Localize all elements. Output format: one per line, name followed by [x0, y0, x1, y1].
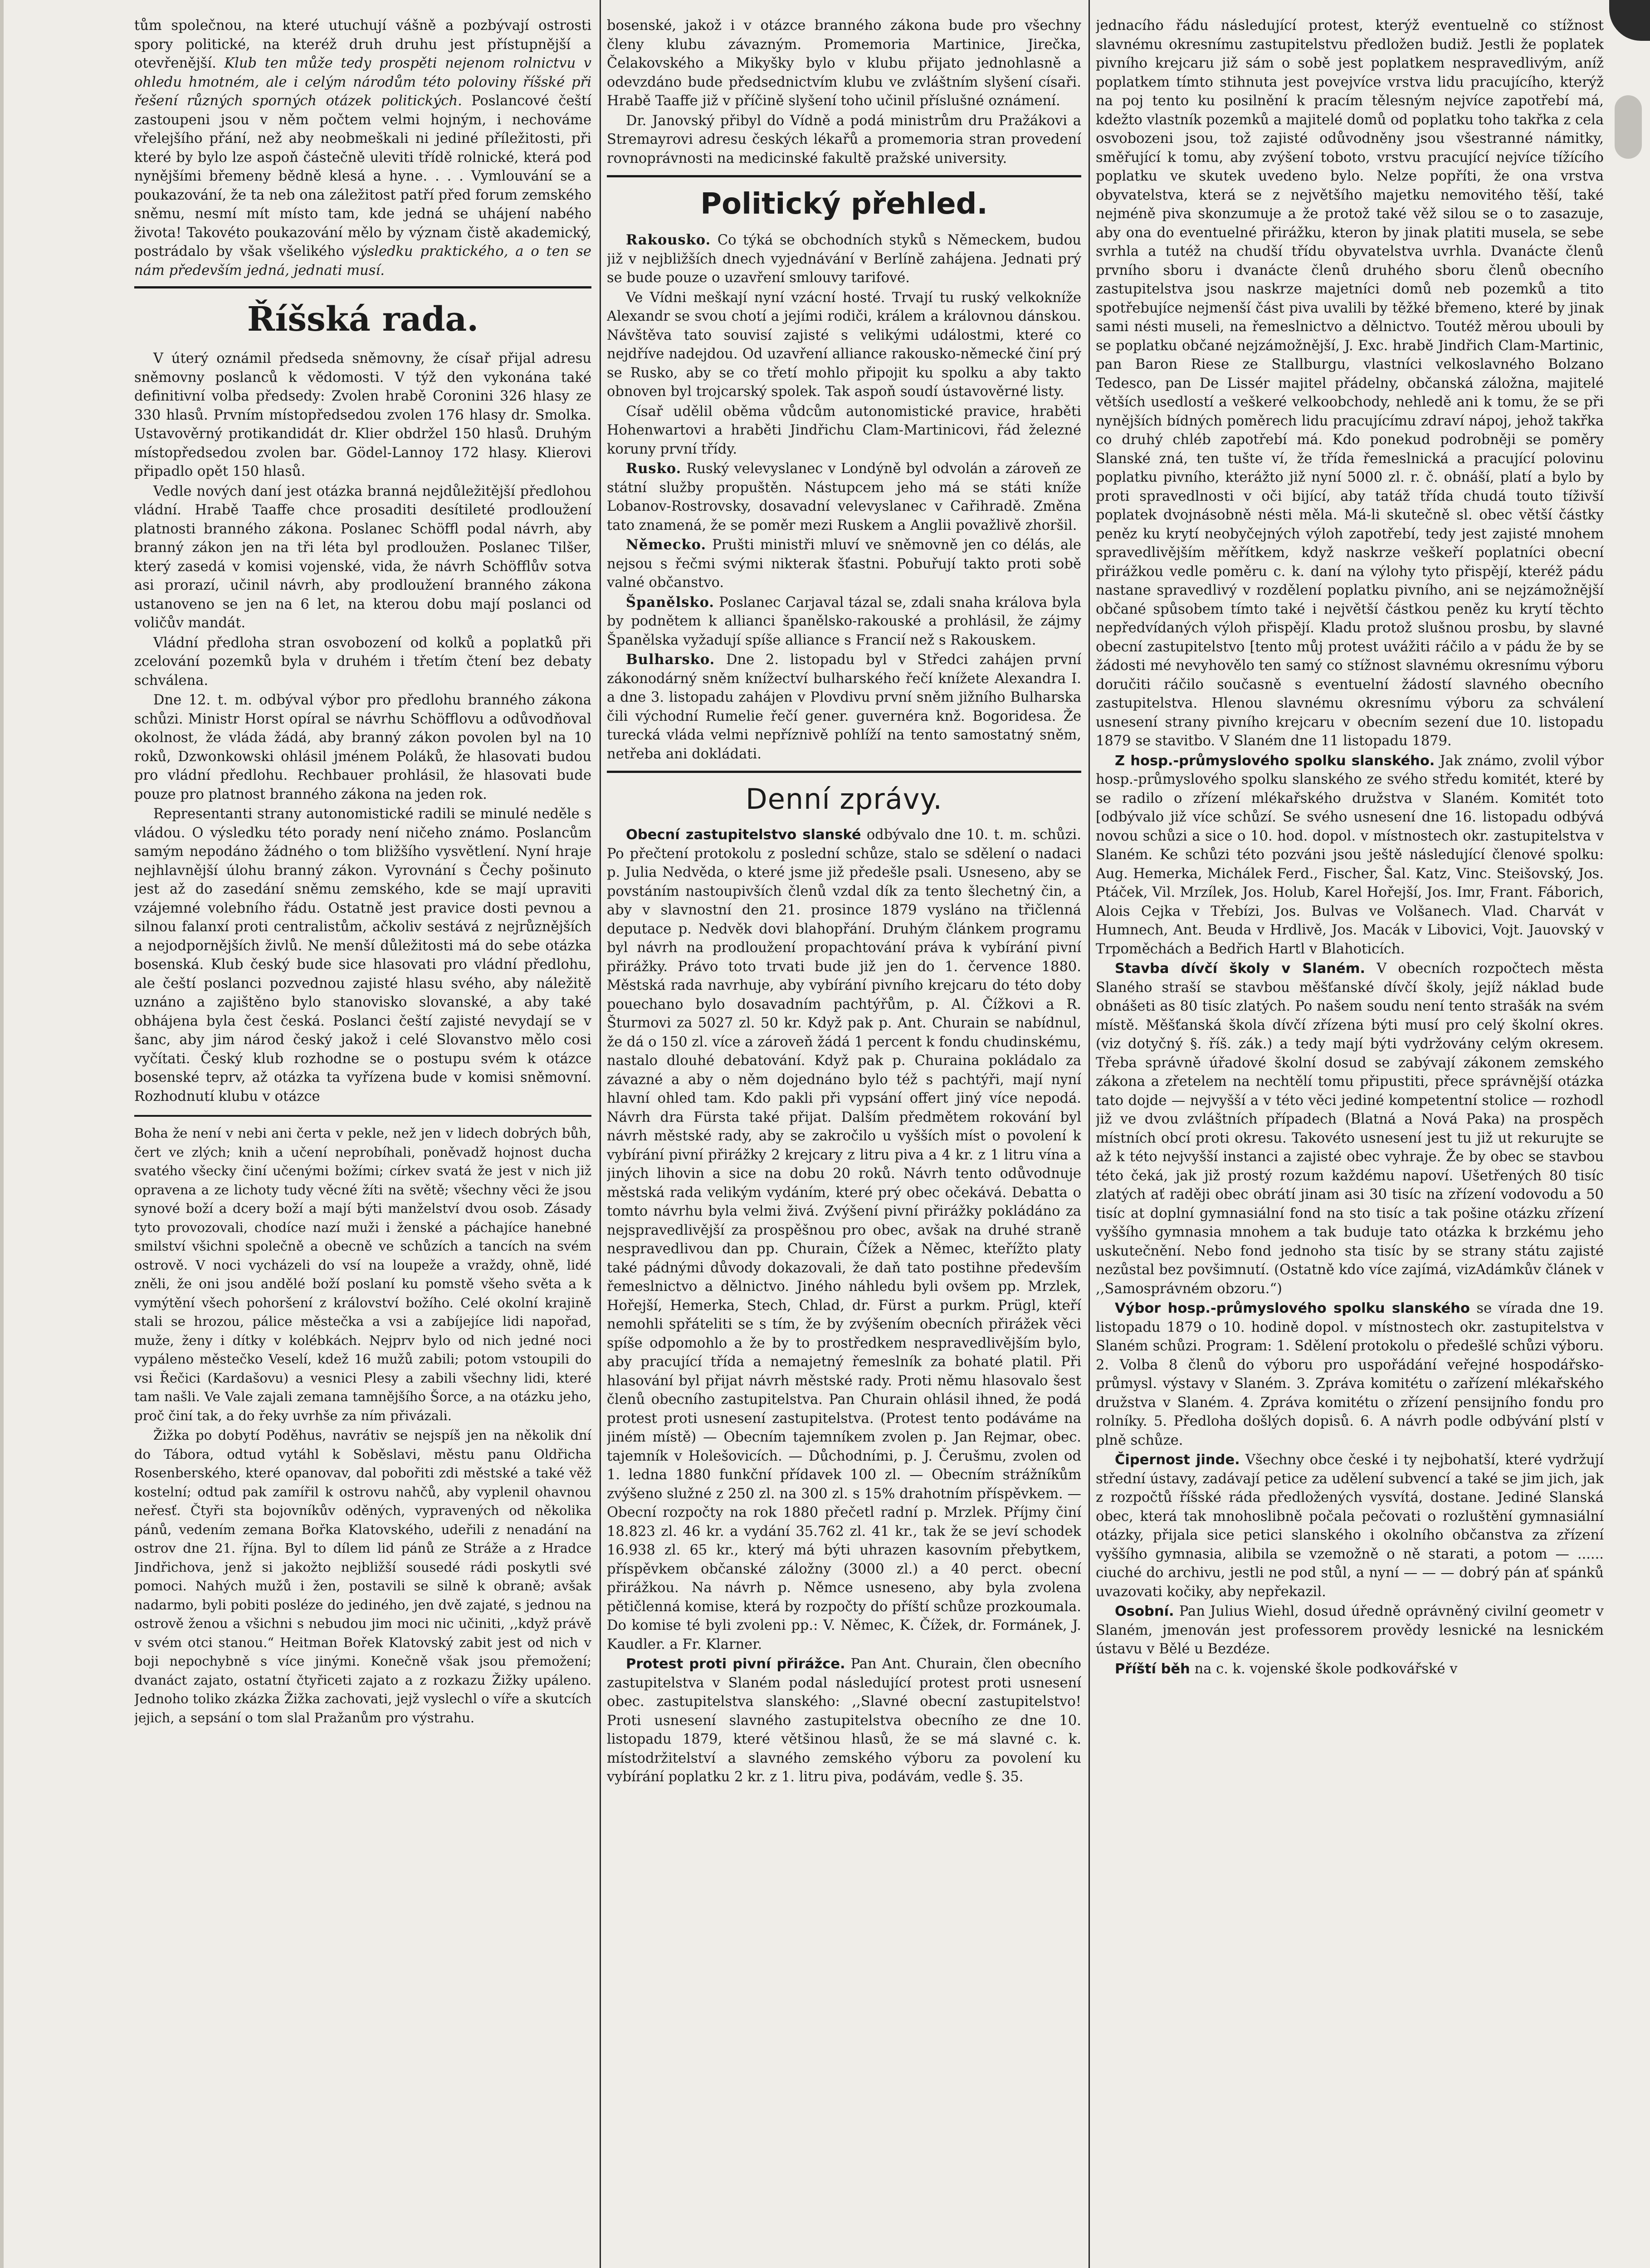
- paragraph: Vedle nových daní jest otázka branná nejdůležitější předlohou vládní. Hrabě Taaffe chce prosaditi desítileté prodloužení platnosti branného zákona. Poslanec Schöffl podal návrh, aby branný zákon jen na tři léta byl prodloužen. Poslanec Tilšer, který zasedá v komisi vojenské, vida, že návrh Schöfflův sotva asi prorazí, učinil návrh, aby prodloužení branného zákona ustanoveno se jen na 6 let, na kterou dobu mají poslanci od voličův mandát.: [134, 483, 591, 631]
- column-divider: [1089, 0, 1090, 2268]
- paragraph: Representanti strany autonomistické radili se minulé neděle s vládou. O výsledku této porady není ničeho známo. Poslancům samým nepodáno žádného o tom bližšího vysvětlení. Nyní hraje nejhlavnější úlohu branný zákon. Vyrovnání s Čechy pošinuto jest až do zasedání sněmu zemského, kde se mají upraviti vzájemné volebního řádu. Ostatně jest pravice dosti pevnou a silnou falanxí proti centralistům, ačkoliv sestává z nejrůznějších a nejodpornějších živlů. Ne menší důležitosti má do sebe otázka bosenská. Klub český bude sice hlasovati pro vládní předlohu, ale čeští poslanci pozvednou zajisté hlasu svého, aby náležitě uznáno a zajištěno bylo stanovisko slovanské, a aby také obhájena byla čest česká. Poslanci čeští zajisté nevydají se v šanc, aby jim národ český jakož i celé Slovanstvo mělo cosi vyčítati. Český klub rozhodne se o postupu svém k otázce bosenské teprv, až otázka ta vyřízena bude v komisi sněmovní. Rozhodnutí klubu v otázce: [134, 806, 591, 1105]
- protest-continuation: jednacího řádu následující protest, kterýž eventuelně co stížnost slavnému okresnímu zastupitelstvu předložen budiž. Jestli že poplatek pivního krejcaru již sám o sobě jest poplatkem nespravedlivým, aníž poplatkem tímto stihnuta jest povejvíce vrstva lidu pracujícího, kterýž na poj tento ku posilnění k pracím tělesným nejvíce zapotřebí má, kdežto vlastník pozemků a majitelé domů od poplatku toho takřka z cela osvobozeni jsou, tož zajisté odůvodněny jsou všestranné námitky, směřující k tomu, aby zvýšení toboto, vrstvu pracující nejvíce tížícího poplatku ve skutek uvedeno bylo. Nelze popříti, že ona vrstva obyvatelstva, která se z největšího majetku nemovitého těší, také nejméně piva skonzumuje a že protož také věž silou se o to zasazuje, aby ona do eventuelné přirážku, kteron by jinak platiti musela, se sebe svrhla a tutéž na chudší třídu obyvatelstva uvrhla. Dvanácte členů prvního sboru i dvanácte členů druhého sboru členů obecního zastupitelstva jsou naskrze majetníci domů neb pozemků a tito spotřebujíce nejmenší část piva uvalili by těžké břemeno, které by jinak sami nésti museli, na řemeslnictvo a dělnictvo. Toutéž měrou ubouli by se poplatku občané nejzámožnější, J. Exc. hrabě Jindřich Clam-Martinic, pan Baron Riese ze Stallburgu, vlastníci velkoslavného Bolzano Tedesco, pan De Lissér majitel přádelny, občanská záložna, majitelé větších usedlostí a veškeré velkoobchody, nehledě ani k tomu, že se při nynějších bídných poměrech lidu pracujícímu zdraví nápoj, jehož takřka co druhý chléb zapotřebí má. Kdo ponekud podrobněji se poměry Slanské zná, ten tušte ví, že třída řemeslnická a pracující polovinu poplatku pivního, kterážto již nyní 5000 zl. r. č. obnáší, platí a bylo by proti spravedlnosti v oči bijící, aby tatáž třída chudá touto tíživší poplatek dvojnásobně nésti měla. Má-li skutečně sl. obec větší částky peněz ku krytí neobyčejných výloh zapotřebí, tedy jest zajisté mnohem spravedlivějším měřítkem, když naskrze veškeří poplatníci obecní přirážkou vedle poměru c. k. daní na výlohy tyto přispějí, kteréž pádu nastane spravedlivý v rozdělení poplatku pivního, ani se nejzámožnější občané spůsobem tímto také i největší částkou peněz ku krytí těchto nepředvídaných výloh přispějí. Kladu protož slušnou prosbu, by slavné obecní zastupitelstvo [tento můj protest uvážiti ráčilo a v pádu že by se žádosti mé nevyhovělo ten samý co stížnost slavnému okresnímu výboru doručiti ráčilo současně s eventuelní žádostí slavného obecního zastupitelstva. Hlenou slavnému okresnímu výboru za schválení usnesení strany pivního krejcaru v obecním sezení due 10. listopadu 1879 se stavitbo. V Slaném dne 11 listopadu 1879.: [1096, 18, 1604, 749]
- feuilleton-paragraph: Žižka po dobytí Poděhus, navrátiv se nejspíš jen na několik dní do Tábora, odtud vytáhl k Soběslavi, městu panu Oldřicha Rosenberského, které opanovav, dal pobořiti zdi městské a také věž kostelní; odtud pak zamířil k ostrovu nahčů, aby vyplenil ohavnou neřesť. Čtyři sta bojovníkův oděných, vypravených od několika pánů, vedením zemana Bořka Klatovského, udeřili z nenadání na ostrov dne 21. října. Byl to dílem lid pánů ze Stráže a z Hradce Jindřichova, jenž si jakožto nejbližší sousedé rádi poskytli své pomoci. Nahých mužů i žen, postavili se silně k obraně; avšak nadarmo, byli pobiti posléze do jediného, jen dvě zajaté, s jednou na ostrově ženou a všichni s nebudou jim moci nic učiniti, ,,když právě v svém otci stanou.“ Heitman Bořek Klatovský zabit jest od nich v boji nepochybně s více jinými. Konečně však jsou přemožení; dvanáct zajato, ostatní čtyřiceti zajato a z rozkazu Žižky upáleno. Jednoho toliko zkázka Žižka zachovati, jejž vyslechl o víře a skutcích jejich, a sepsání o tom slal Pražanům pro výstrahu.: [134, 1427, 591, 1725]
- news-item-vybor-spolku: Výbor hosp.-průmyslového spolku slanského se vírada dne 19. listopadu 1879 o 10. hodině dopol. v místnostech okr. zastupitelstva v Slaném schůzi. Program: 1. Sdělení protokolu o předešlé schůzi výboru. 2. Volba 8 členů do výboru pro uspořádání veřejné hospodářsko-průmysl. výstavy v Slaném. 3. Zpráva komitétu o zařízení mlékařského družstva v Slaném. 4. Zpráva komitétu o zřízení pensijního fondu pro rolníky. 5. Předloha došlých dopisů. 6. A návrh podle odbývání plstí v plně schůze.: [1096, 1300, 1604, 1448]
- section-rule: [607, 175, 1081, 177]
- section-heading-politicky-prehled: Politický přehled.: [700, 187, 988, 221]
- paragraph: Císař udělil oběma vůdcům autonomistické pravice, hraběti Hohenwartovi a hraběti Jindřichu Clam-Martinicovi, řád železné koruny první třídy.: [607, 403, 1081, 457]
- section-rule: [607, 771, 1081, 773]
- paragraph: V úterý oznámil předseda sněmovny, že císař přijal adresu sněmovny poslanců k vědomosti. V týž den vykonána také definitivní volba předsedy: Zvolen hrabě Coronini 326 hlasy ze 330 hlasů. Prvním místopředsedou zvolen 176 hlasy dr. Smolka. Ustavověrný protikandidát dr. Klier obdržel 150 hlasů. Druhým místopředsedou zvolen bar. Gödel-Lannoy 172 hlasy. Klierovi připadlo opět 150 hlasů.: [134, 351, 591, 479]
- paper-stain: [1615, 95, 1642, 159]
- news-item-hosp-spolek: Z hosp.-průmyslového spolku slanského. Jak známo, zvolil výbor hosp.-průmyslového spolku slanského ze svého středu komitét, které by se radilo o zřízení mlékařského družstva v Slaném. Komitét toto [odbývalo již více schůzí. Se svého usnesení dne 16. listopadu odbývá novou schůzi a sice o 10. hod. dopol. v místnostech okr. zastupitelstva v Slaném. Ke schůzi této pozváni jsou ještě následující členové spolku: Aug. Hemerka, Michálek Ferd., Fischer, Šal. Katz, Vinc. Steišovský, Jos. Ptáček, Vil. Mrzílek, Jos. Holub, Karel Hořejší, Jos. Imr, Frant. Fáborich, Alois Cejka v Třebízi, Jos. Bulvas ve Volšanech. Vlad. Charvát v Humnech, Ant. Beuda v Hrdlivě, Jos. Macák v Libovici, Vojt. Jauovský v Trpoměchách a Bedřich Hartl v Blahoticích.: [1096, 753, 1604, 957]
- news-item-obecni-zastupitelstvo: Obecní zastupitelstvo slanské odbývalo dne 10. t. m. schůzi. Po přečtení protokolu z poslední schůze, stalo se sdělení o nadaci p. Julia Nedvěda, o které jsme již předešle psali. Usneseno, aby se povstáním nastoupivších členů vzdal dík za tento šlechetný čin, a aby v slavnostní den 21. prosince 1879 vysláno na třičlenná deputace p. Nedvěk dovi blahopřání. Druhým článkem programu byl návrh na prodloužení propachtování práva k vybírání pivní přirážky. Právo toto trvati bude již jen do 1. července 1880. Městská rada navrhuje, aby vybírání pivního krejcaru do této doby pouechano bylo dosavadním pachtýřům, p. Al. Čížkovi a R. Šturmovi za 5027 zl. 50 kr. Když pak p. Ant. Churain se nabídnul, že dá o 150 zl. více a zároveň žádá 1 percent k fondu chudinskému, nastalo dlouhé debatování. Když pak p. Churaina pokládalo za závazné a aby o něm dojednáno bylo též s pachtýři, mají nyní hlavní ohled tam. Kdo pakli při vypsání offert jiný více nepodá. Návrh dra Fürsta také přijat. Dalším předmětem rokování byl návrh městské rady, aby se zakročilo u vyšších míst o povolení k vybírání pivní přirážky 2 krejcary z litru piva a 4 kr. z 1 litru vína a jiných lihovin a sice na dobu 20 roků. Návrh tento odůvodnuje městská rada velikým vydáním, které prý obec očekává. Debatta o tomto návrhu byla velmi živá. Zvýšení pivní přirážky pokládáno za nejspravedlivější za prospěšnou pro obec, avšak na druhé straně nespravedlivou dan pp. Churain, Čížek a Němec, kteřížto platy také pádnými důvody dokazovali, že daň tato postihne především řemeslnictvo a dělnictvo. Jiného náhledu byli ovšem pp. Mrzlek, Hořejší, Hemerka, Stech, Chlad, dr. Fürst a purkm. Prügl, kteří nemohli spřáteliti se s tím, že by zvýšením obecních přirážek věci spíše odpomohlo a že by to prostředkem nespravedlivějším bylo, aby pracující třída a nemajetný řemeslník za bohaté platil. Při hlasování byl přijat návrh městské rady. Proti němu hlasovalo šest členů obecního zastupitelstva. Pan Churain ohlásil ihned, že podá protest proti usnesení zastupitelstva. (Protest tento podáváme na jiném místě) — Obecním tajemníkem zvolen p. Jan Rejmar, obec. tajemník v Holešovicích. — Důchodními, p. J. Čerušmu, zvolen od 1. ledna 1880 funkční přídavek 100 zl. — Obecním strážníkům zvýšeno služné z 250 zl. na 300 zl. s 15% drahotním příspěvkem. — Obecní rozpočty na rok 1880 přečetl radní p. Mrzlek. Příjmy činí 18.823 zl. 46 kr. a vydání 35.762 zl. 41 kr., tak že se jeví schodek 16.938 zl. 65 kr., který má býti uhrazen kasovním přebytkem, příspěvkem občanské záložny (3000 zl.) a 40 perct. obecní přirážkou. Na návrh p. Němce usneseno, aby byla zvolena pětičlenná komise, která by rozpočty do příští schůze prozkoumala. Do komise té byli zvoleni pp.: V. Němec, K. Čížek, dr. Formánek, J. Kaudler. a Fr. Klarner.: [607, 827, 1081, 1652]
- paragraph: Ve Vídni meškají nyní vzácní hosté. Trvají tu ruský velkokníže Alexandr se svou chotí a jejími rodiči, králem a královnou dánskou. Návštěva tato souvisí zajisté s velikými událostmi, které co nejdříve nadejdou. Od uzavření alliance rakousko-německé činí prý se Rusko, aby se co třetí mohlo připojit ku spolku a aby takto obnoven byl trojcarský spolek. Tak aspoň soudí ústavověrné listy.: [607, 289, 1081, 400]
- section-heading-risska-rada: Říšská rada.: [247, 300, 479, 339]
- news-item-stavba-skoly: Stavba dívčí školy v Slaném. V obecních rozpočtech města Slaného straší se stavbou měšťanské dívčí školy, jejíž náklad bude obnášeti as 80 tisíc zlatých. Po našem soudu není tento strašák na svém místě. Měšťanská škola dívčí zřízena býti musí pro celý školní okres. (viz dotyčný §. říš. zák.) a tedy mají býti vydržovány celým okresem. Třeba správně úřadové školní dosud se zabývají zákonem zemského zákona a zřetelem na nechtělí tomu připustiti, přece správnější otázka tato dojde — nejvyšší a v této věci jediné kompetentní stolice — rozhodl již ve dvou zvláštních případech (Blatná a Nová Paka) na prospěch místních obcí proti okresu. Takovéto usnesení jest tu již ut rekurujte se až k této nejvyšší instanci a zajisté obec vyhraje. Že by obec se stavbou této čeká, jak již prostý rozum každému napoví. Ušetřených 80 tisíc zlatých ať raději obec obrátí jinam asi 30 tisíc na zřízení vodovodu a 50 tisíc at doplní gymnasiální fond na sto tisíc a tak pošine otázku zřízení vyššího gymnasia mnohem a tak buduje tato otázka k brzkému jeho uskutečnění. Nebo fond jednoho sta tisíc by se strany státu zajisté nezůstal bez povšimnutí. (Ostatně kdo více zajímá, vizAdámkův článek v ,,Samosprávném obzoru.“): [1096, 961, 1604, 1297]
- news-item-rakousko: Rakousko. Co týká se obchodních styků s Německem, budou již v nejbližších dnech vyjednávání v Berlíně zahájena. Jednati prý se bude pouze o uzavření smlouvy tarifové.: [607, 232, 1081, 286]
- feuilleton-paragraph: Boha že není v nebi ani čerta v pekle, než jen v lidech dobrých bůh, čert ve zlých; knih a učení neprobíhali, poněvadž hojnost ducha svatého všecky činí učenými božími; církev svatá že jest v nich již opravena a ze lichoty tudy věcné žíti na světě; všechny věci že jsou synové boží a dcery boží a mají býti manželství dvou osob. Zásady tyto provozovali, chodíce nazí muži i ženské a páchajíce hanebné smilství všichni společně a obecně ve schůzích a tancích na svém ostrově. V noci vycházeli do vsí na loupeže a vraždy, ohně, lidé zněli, že oni jsou andělé boží poslaní ku pomstě všeho světa a k vymýtění všech pohoršení z království božího. Celé okolní krajině stali se hrozou, pálice městečka a vsi a zabíjejíce lidi napořad, muže, ženy i dítky v kolébkách. Nejprv bylo od nich jedné noci vypáleno městečko Veselí, kdež 16 mužů zabili; potom vstoupili do vsi Řečici (Kardašovu) a vesnici Plesy a zabili všechny lidi, které tam našli. Ve Vale zajali zemana tamnějšího Šorce, a na otázku jeho, proč činí tak, a do řeky uvrhše za ním přivázali.: [134, 1125, 591, 1423]
- column-1: [134, 16, 591, 2268]
- column-divider: [600, 0, 601, 2268]
- page-edge-shadow: [0, 0, 4, 2268]
- paragraph: Dr. Janovský přibyl do Vídně a podá ministrům dru Pražákovi a Stremayrovi adresu českých lékařů a promemoria stran provedení rovnoprávnosti na medicinské fakultě pražské university.: [607, 112, 1081, 166]
- corner-ink-blot: [1609, 0, 1650, 41]
- paragraph: Vládní předloha stran osvobození od kolků a poplatků při zcelování pozemků byla v druhém i třetím čtení bez debaty schválena.: [134, 635, 591, 689]
- news-item-spanelsko: Španělsko. Poslanec Carjaval tázal se, zdali snaha králova byla by podnětem k allianci španělsko-rakouské a prohlásil, že zájmy Španělska vyžadují spíše alliance s Francií než s Rakouskem.: [607, 594, 1081, 648]
- news-item-cipernost: Čipernost jinde. Všechny obce české i ty nejbohatší, které vydržují střední ústavy, zadávají petice za udělení subvencí a také se jim jich, jak z rozpočtů říšské ráda předložených vysvítá, dostane. Jediné Slanská obec, která tak mnohoslibně počala pečovati o rozluštění gymnasiální otázky, přijala sice petici slanského i okolního občanstva za zřízení vyššího gymnasia, alibila se vzemožně o ně starati, a potom — ...... ciuché do archivu, jestli ne pod stůl, a nyní — — — dobrý pán ať spánků uvazovati kočiky, aby nepřekazil.: [1096, 1452, 1604, 1600]
- paragraph: Dne 12. t. m. odbýval výbor pro předlohu branného zákona schůzi. Ministr Horst opíral se návrhu Schöfflovu a odůvodňoval okolnost, že vláda žádá, aby branný zákon povolen byl na 10 roků, Dzwonkowski ohlásil jménem Poláků, že hlasovati budou pro vládní předlohu. Rechbauer prohlásil, že hlasovati bude pouze pro platnost branného zákona na jeden rok.: [134, 692, 591, 802]
- news-item-pristi-beh: Příští běh na c. k. vojenské škole podkovářské v: [1115, 1661, 1458, 1677]
- news-item-rusko: Rusko. Ruský velevyslanec v Londýně byl odvolán a zároveň ze státní služby propuštěn. Nástupcem jeho má se státi kníže Lobanov-Rostrovsky, dosavadní velevyslanec v Cařihradě. Změna tato znamená, že se poměr mezi Ruskem a Anglii považlivě zhoršil.: [607, 460, 1081, 533]
- section-heading-denni-zpravy: Denní zprávy.: [745, 782, 943, 816]
- news-item-protest: Protest proti pivní přirážce. Pan Ant. Churain, člen obecního zastupitelstva v Slaném podal následující protest proti usnesení obec. zastupitelstva slanského: ,,Slavné obecní zastupitelstvo! Proti usnesení slavného zastupitelstva obecního ze dne 10. listopadu 1879, které většinou hlasů, že se má slavné c. k. místodržitelství a slavného zemského výboru za povolení ku vybírání poplatku 2 kr. z 1. litru piva, podávám, vedle §. 35.: [607, 1656, 1081, 1785]
- news-item-nemecko: Německo. Prušti ministři mluví ve sněmovně jen co délás, ale nejsou s řečmi svými nikterak šťastni. Pobuřují takto proti sobě valné občanstvo.: [607, 537, 1081, 591]
- news-item-osobni: Osobní. Pan Julius Wiehl, dosud úředně oprávněný civilní geometr v Slaném, jmenován jest professorem provědy lesnické na lesnickém ústavu v Bělé u Bezdéze.: [1096, 1603, 1604, 1657]
- article-continuation: tům společnou, na které utuchují vášně a pozbývají ostrosti spory politické, na kteréž druh druhu jest přístupnější a otevřenější. Klub ten může tedy prospěti nejenom rolnictvu v ohledu hmotném, ale i celým národům této poloviny říšské při řešení různých sporných otázek politických. Poslancové čeští zastoupeni jsou v něm počtem velmi hojným, i nechováme vřelejšího přání, než aby neobmeškali ni jediné příležitosti, při které by bylo lze aspoň částečně uleviti třídě rolnické, která pod nynějšími břemeny bědně klesá a hyne. . . . Vymlouvání se a poukazování, že ta neb ona záležitost patří před forum zemského sněmu, nesmí mít místo tam, kde jedná se uhájení nabého života! Takovéto poukazování mělo by význam čistě akademický, postrádalo by však všelikého výsledku praktického, a o ten se nám především jedná, jednati musí.: [134, 18, 591, 279]
- column-2: [607, 16, 1081, 2268]
- news-item-bulharsko: Bulharsko. Dne 2. listopadu byl v Středci zahájen první zákonodárný sněm knížectví bulharského řečí knížete Alexandra I. a dne 3. listopadu zahájen v Plovdivu první sněm jižního Bulharska čili východní Rumelie řečí gener. guvernéra knž. Bogoridesa. Že turecká vláda velmi nepříznivě pohlíží na tento samostatný sněm, netřeba ani dokládati.: [607, 651, 1081, 762]
- paragraph: bosenské, jakož i v otázce branného zákona bude pro všechny členy klubu závazným. Promemoria Martinice, Jirečka, Čelakovského a Mikyšky bylo v klubu přijato jednohlasně a odevzdáno bude předsednictvím klubu ve zvláštním slyšení císaři. Hrabě Taaffe již v příčině slyšení toho učinil příslušné oznámení.: [607, 18, 1081, 109]
- column-3: [1096, 16, 1604, 2268]
- feuilleton-rule: [134, 1115, 591, 1117]
- section-rule: [134, 286, 591, 288]
